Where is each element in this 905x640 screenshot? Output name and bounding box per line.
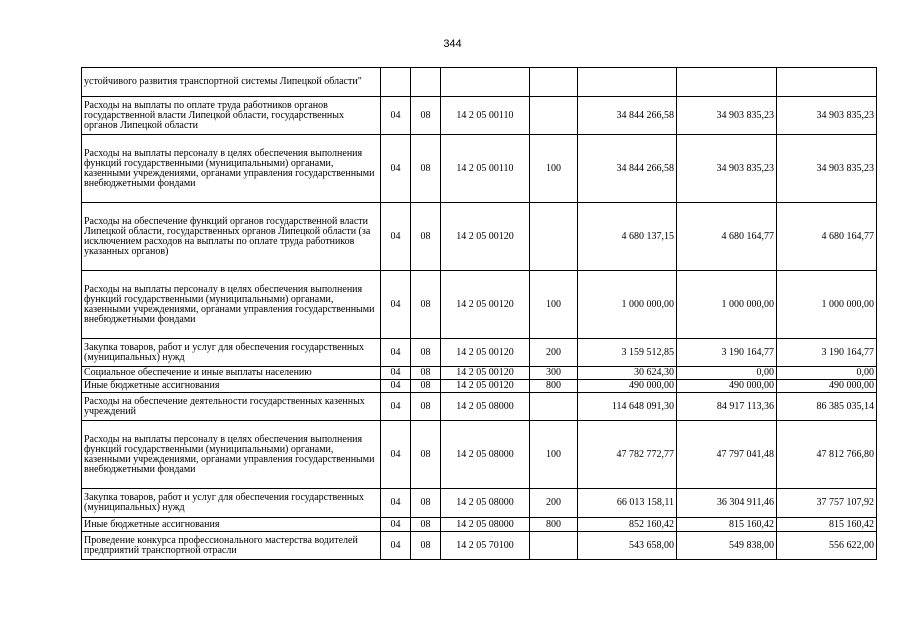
target-article-cell: 14 2 05 08000 (441, 489, 530, 518)
expense-type-cell (530, 203, 578, 271)
expense-type-cell (530, 68, 578, 97)
amount-year2-cell (677, 68, 777, 97)
target-article-cell: 14 2 05 00110 (441, 135, 530, 203)
amount-year2-cell: 84 917 113,36 (677, 393, 777, 421)
amount-year1-cell: 1 000 000,00 (578, 271, 677, 339)
table-row (82, 380, 877, 393)
subsection-cell: 08 (411, 393, 441, 421)
amount-year1-cell: 47 782 772,77 (578, 421, 677, 489)
expense-type-cell: 200 (530, 489, 578, 518)
target-article-cell: 14 2 05 08000 (441, 421, 530, 489)
amount-year3-cell: 47 812 766,80 (777, 421, 877, 489)
row-name-cell: Расходы на выплаты персоналу в целях обеспечения выполнения функций государственными (муниципальными) органами, казенными учреждениями, органами управления государственными внебюджетными фондами (82, 421, 381, 489)
table-row (82, 518, 877, 532)
section-cell: 04 (381, 380, 411, 393)
expense-type-cell: 800 (530, 518, 578, 532)
amount-year2-cell: 34 903 835,23 (677, 135, 777, 203)
expense-type-cell (530, 97, 578, 135)
table-row (82, 97, 877, 135)
table-row (82, 271, 877, 339)
expense-type-cell: 100 (530, 271, 578, 339)
table-body (82, 68, 877, 560)
amount-year3-cell: 815 160,42 (777, 518, 877, 532)
subsection-cell: 08 (411, 380, 441, 393)
subsection-cell: 08 (411, 135, 441, 203)
expense-type-cell: 800 (530, 380, 578, 393)
amount-year2-cell: 3 190 164,77 (677, 339, 777, 367)
target-article-cell: 14 2 05 00120 (441, 271, 530, 339)
target-article-cell: 14 2 05 70100 (441, 532, 530, 560)
amount-year1-cell: 4 680 137,15 (578, 203, 677, 271)
table-row (82, 203, 877, 271)
amount-year1-cell: 3 159 512,85 (578, 339, 677, 367)
amount-year1-cell (578, 68, 677, 97)
amount-year1-cell: 490 000,00 (578, 380, 677, 393)
amount-year3-cell: 556 622,00 (777, 532, 877, 560)
subsection-cell: 08 (411, 271, 441, 339)
section-cell: 04 (381, 271, 411, 339)
amount-year3-cell (777, 68, 877, 97)
row-name-cell: Расходы на выплаты персоналу в целях обеспечения выполнения функций государственными (муниципальными) органами, казенными учреждениями, органами управления государственными внебюджетными фондами (82, 271, 381, 339)
amount-year2-cell: 549 838,00 (677, 532, 777, 560)
section-cell: 04 (381, 393, 411, 421)
subsection-cell: 08 (411, 367, 441, 380)
amount-year2-cell: 47 797 041,48 (677, 421, 777, 489)
section-cell: 04 (381, 421, 411, 489)
section-cell: 04 (381, 339, 411, 367)
amount-year2-cell: 815 160,42 (677, 518, 777, 532)
amount-year1-cell: 30 624,30 (578, 367, 677, 380)
section-cell: 04 (381, 367, 411, 380)
table-row (82, 135, 877, 203)
subsection-cell: 08 (411, 339, 441, 367)
amount-year2-cell: 36 304 911,46 (677, 489, 777, 518)
table-row (82, 367, 877, 380)
expense-type-cell (530, 393, 578, 421)
amount-year2-cell: 34 903 835,23 (677, 97, 777, 135)
table-row (82, 393, 877, 421)
section-cell: 04 (381, 489, 411, 518)
amount-year2-cell: 490 000,00 (677, 380, 777, 393)
amount-year3-cell: 86 385 035,14 (777, 393, 877, 421)
amount-year3-cell: 490 000,00 (777, 380, 877, 393)
amount-year3-cell: 0,00 (777, 367, 877, 380)
row-name-cell: Закупка товаров, работ и услуг для обеспечения государственных (муниципальных) нужд (82, 339, 381, 367)
target-article-cell (441, 68, 530, 97)
table-row (82, 421, 877, 489)
amount-year1-cell: 852 160,42 (578, 518, 677, 532)
subsection-cell: 08 (411, 518, 441, 532)
section-cell: 04 (381, 203, 411, 271)
table-row (82, 68, 877, 97)
target-article-cell: 14 2 05 00120 (441, 339, 530, 367)
amount-year3-cell: 37 757 107,92 (777, 489, 877, 518)
row-name-cell: Проведение конкурса профессионального мастерства водителей предприятий транспортной отрасли (82, 532, 381, 560)
subsection-cell: 08 (411, 203, 441, 271)
row-name-cell: Иные бюджетные ассигнования (82, 380, 381, 393)
expense-type-cell: 300 (530, 367, 578, 380)
amount-year3-cell: 3 190 164,77 (777, 339, 877, 367)
target-article-cell: 14 2 05 00110 (441, 97, 530, 135)
amount-year3-cell: 1 000 000,00 (777, 271, 877, 339)
row-name-cell: Расходы на обеспечение деятельности государственных казенных учреждений (82, 393, 381, 421)
amount-year3-cell: 4 680 164,77 (777, 203, 877, 271)
row-name-cell: Социальное обеспечение и иные выплаты населению (82, 367, 381, 380)
target-article-cell: 14 2 05 08000 (441, 393, 530, 421)
row-name-cell: Расходы на выплаты персоналу в целях обеспечения выполнения функций государственными (муниципальными) органами, казенными учреждениями, органами управления государственными внебюджетными фондами (82, 135, 381, 203)
subsection-cell: 08 (411, 97, 441, 135)
amount-year3-cell: 34 903 835,23 (777, 97, 877, 135)
row-name-cell: Закупка товаров, работ и услуг для обеспечения государственных (муниципальных) нужд (82, 489, 381, 518)
section-cell: 04 (381, 97, 411, 135)
amount-year1-cell: 34 844 266,58 (578, 97, 677, 135)
section-cell (381, 68, 411, 97)
amount-year1-cell: 114 648 091,30 (578, 393, 677, 421)
target-article-cell: 14 2 05 00120 (441, 367, 530, 380)
target-article-cell: 14 2 05 08000 (441, 518, 530, 532)
amount-year2-cell: 0,00 (677, 367, 777, 380)
expense-type-cell (530, 532, 578, 560)
subsection-cell: 08 (411, 489, 441, 518)
expense-type-cell: 100 (530, 421, 578, 489)
expense-type-cell: 200 (530, 339, 578, 367)
amount-year3-cell: 34 903 835,23 (777, 135, 877, 203)
page-number: 344 (443, 38, 462, 50)
target-article-cell: 14 2 05 00120 (441, 380, 530, 393)
amount-year1-cell: 66 013 158,11 (578, 489, 677, 518)
subsection-cell (411, 68, 441, 97)
table-row (82, 489, 877, 518)
section-cell: 04 (381, 135, 411, 203)
target-article-cell: 14 2 05 00120 (441, 203, 530, 271)
amount-year1-cell: 34 844 266,58 (578, 135, 677, 203)
row-name-cell: устойчивого развития транспортной системы Липецкой области" (82, 68, 381, 97)
section-cell: 04 (381, 532, 411, 560)
row-name-cell: Расходы на обеспечение функций органов государственной власти Липецкой области, государственных органов Липецкой области (за исключением расходов на выплаты по оплате труда работников указанных органов) (82, 203, 381, 271)
table-row (82, 532, 877, 560)
budget-table (81, 67, 877, 560)
table-row (82, 339, 877, 367)
row-name-cell: Иные бюджетные ассигнования (82, 518, 381, 532)
amount-year2-cell: 1 000 000,00 (677, 271, 777, 339)
row-name-cell: Расходы на выплаты по оплате труда работников органов государственной власти Липецкой области, государственных органов Липецкой области (82, 97, 381, 135)
subsection-cell: 08 (411, 421, 441, 489)
section-cell: 04 (381, 518, 411, 532)
amount-year1-cell: 543 658,00 (578, 532, 677, 560)
subsection-cell: 08 (411, 532, 441, 560)
amount-year2-cell: 4 680 164,77 (677, 203, 777, 271)
expense-type-cell: 100 (530, 135, 578, 203)
